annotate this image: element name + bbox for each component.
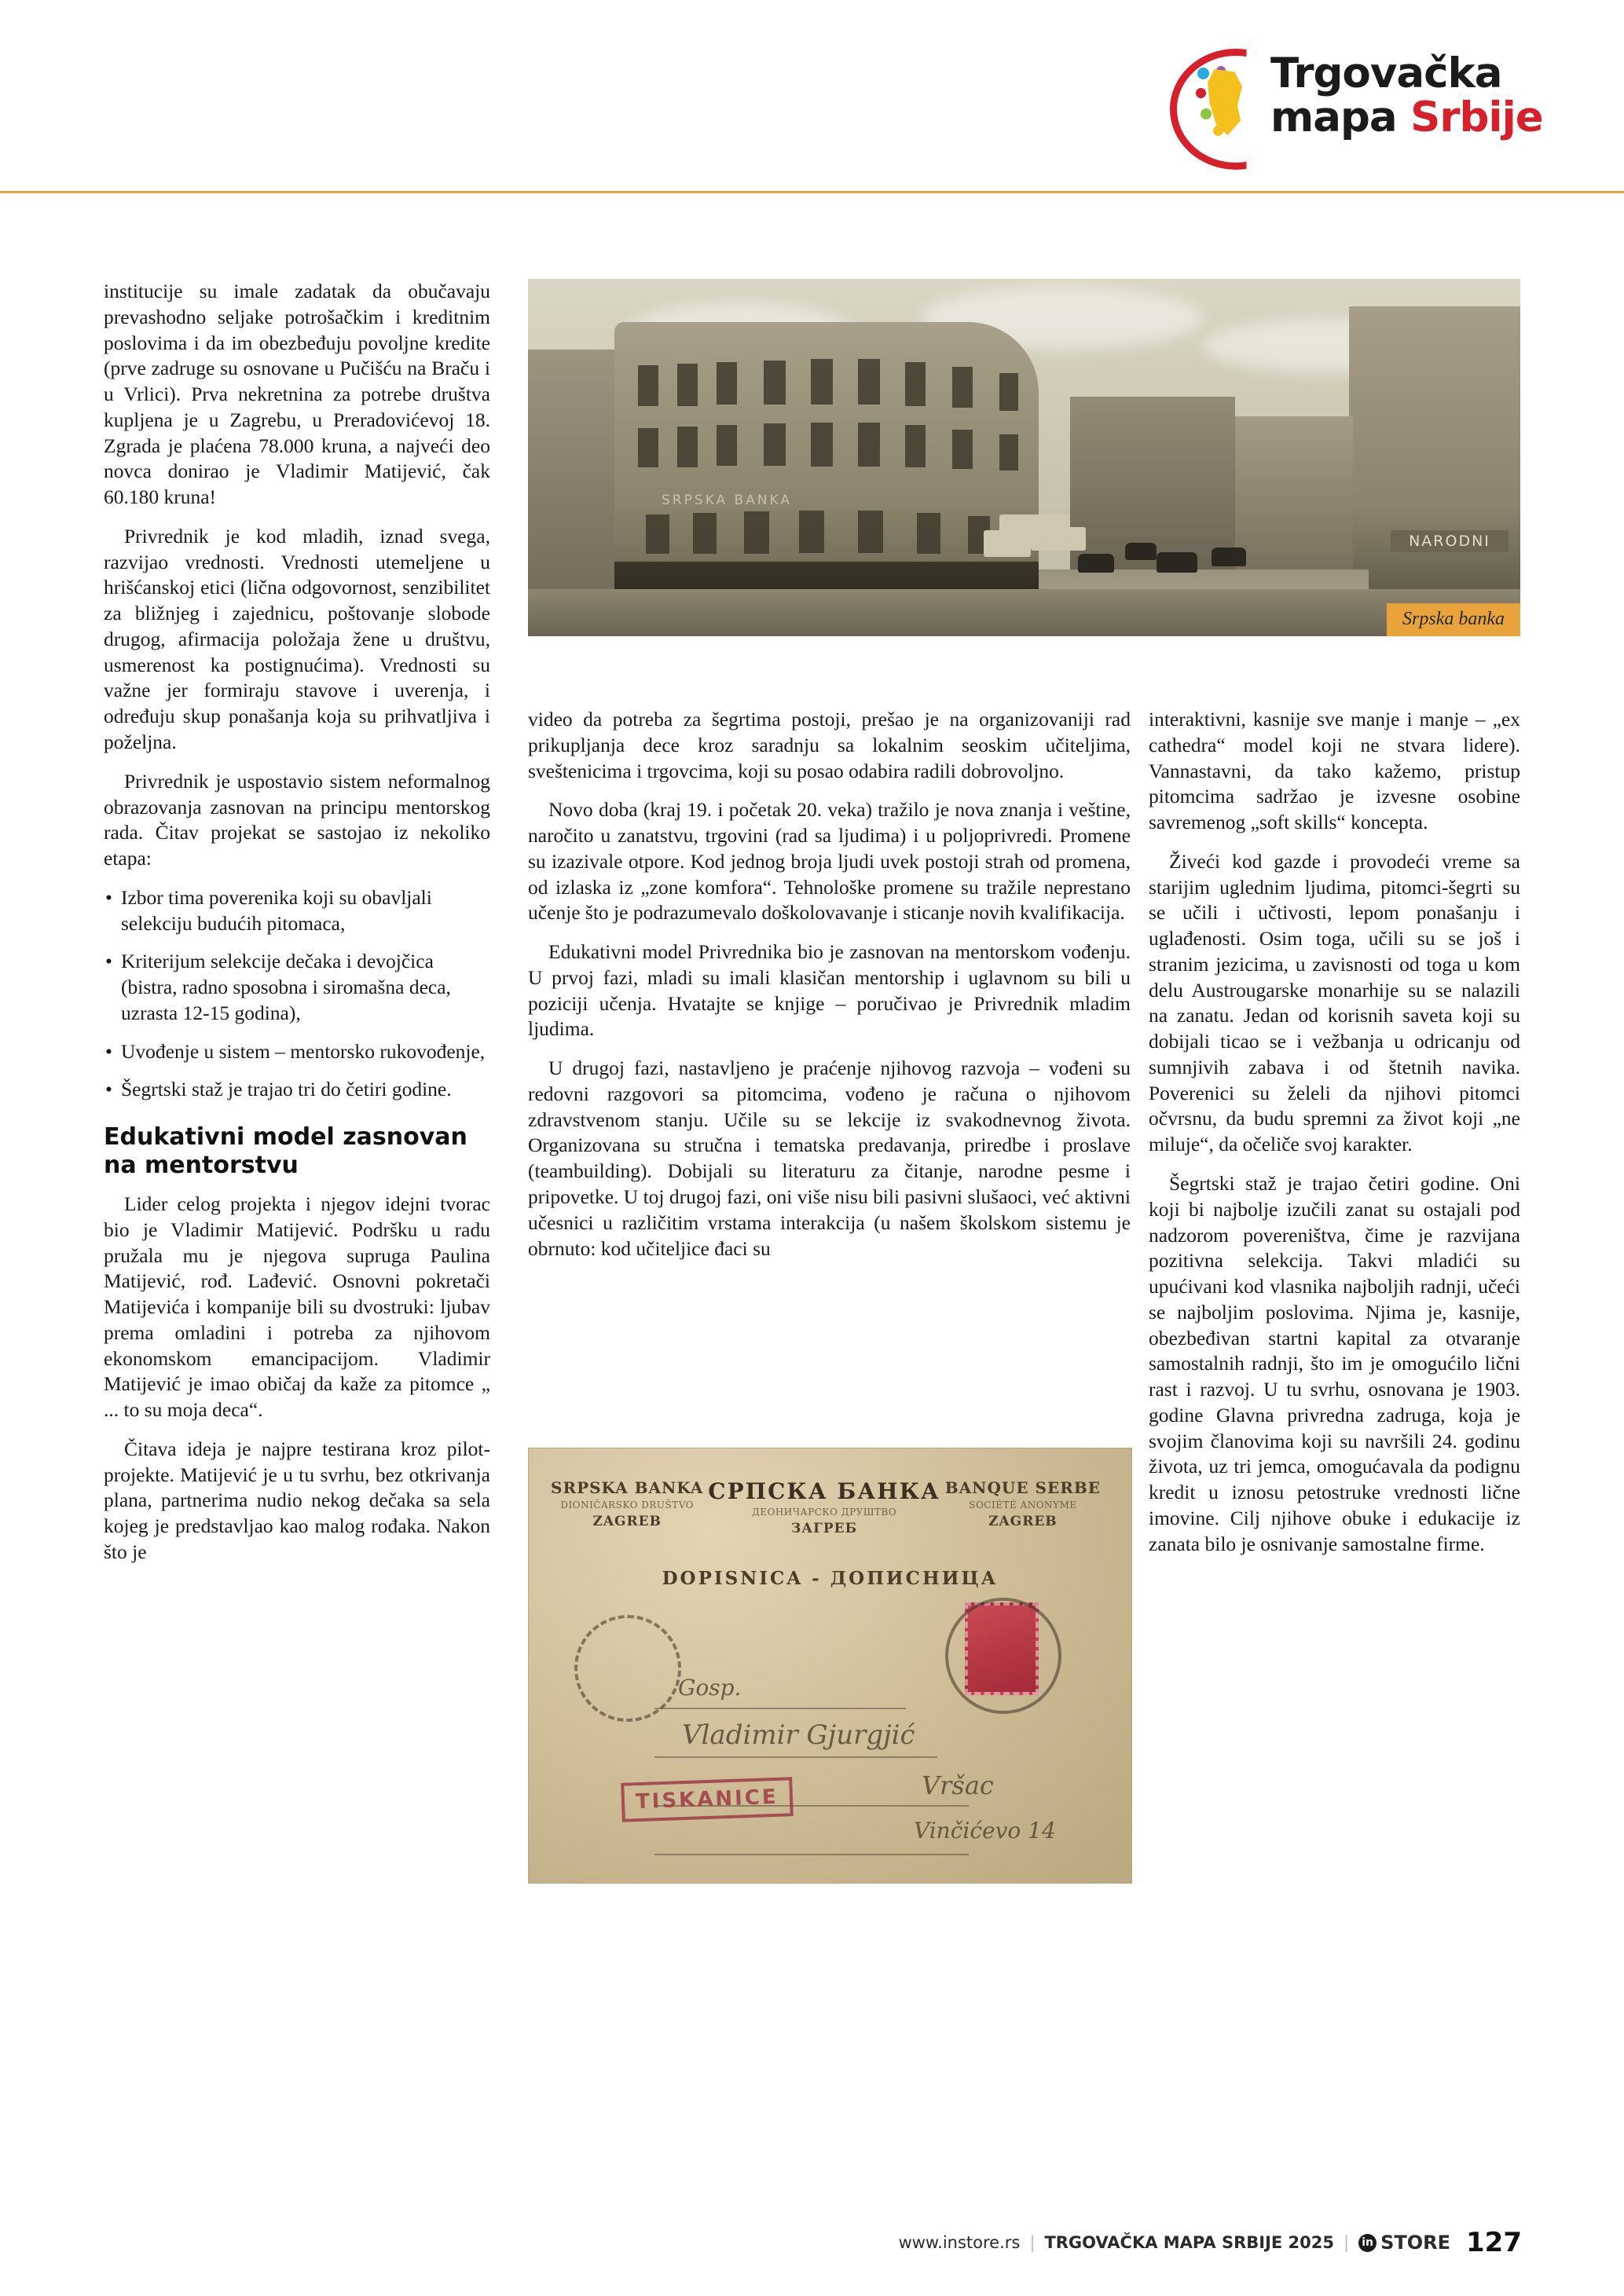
instore-mark-icon: in	[1358, 2234, 1377, 2252]
postcard-header-left	[551, 1478, 703, 1529]
postcard-dopisnica-label: DOPISNICA - ДОПИСНИЦА	[662, 1568, 999, 1589]
bullet-list	[104, 885, 490, 1103]
paragraph: Šegrtski staž je trajao četiri godine. Oni koji bi najbolje izučili zanat su ostajali pod nadzorom povereništva, čime je razvijana pozitivna selekcija. Takvi mladići su upućivani kod vlasnika najboljih radnji, učeći se najboljim poslovima. Njima je, kasnije, obezbeđivan startni kapital za otvaranje samostalnih radnji, što im je omogućilo lični rast i razvoj. U tu svrhu, osnovana je 1903. godine Glavna privredna zadruga, koja je svojim članovima koji su navršili 24. godinu života, uz tri jemca, omogućavala da podignu kredit u iznosu petostruke vrednosti lične imovine. Cilj njihove obuke i edukacije iz zanata bilo je osnivanje samostalne firme.	[1149, 1172, 1520, 1555]
postcard-photo	[528, 1448, 1132, 1884]
paragraph: U drugoj fazi, nastavljeno je praćenje njihovog razvoja – vođeni su redovni razgovori sa pitomcima, vođeno je računa o njihovom zdravstvenom stanju. Učile su se lekcije iz svakodnevnog života. Organizovana su stručna i tematska predavanja, priredbe i proslave (teambuilding). Dobijali su literaturu za čitanje, narodne pesme i pripovetke. U toj drugoj fazi, oni više nisu bili pasivni slušaoci, već aktivni učesnici u različitim vrstama interakcija (u našem školskom sistemu je obrnuto: kod učiteljice đaci su	[528, 1056, 1131, 1260]
postcard-tiskanice-stamp: TISKANICE	[621, 1777, 793, 1822]
postcard-center-city: ЗАГРЕБ	[791, 1521, 858, 1536]
postcard-handwriting-4: Vinčićevo 14	[914, 1818, 1056, 1844]
photo-caption: Srpska banka	[1387, 603, 1520, 636]
postcard-header-right	[945, 1478, 1101, 1529]
postcard-center-sub: ДЕОНИЧАРСКО ДРУШТВО	[751, 1507, 897, 1518]
paragraph: Edukativni model Privrednika bio je zasnovan na mentorskom vođenju. U prvoj fazi, mladi su imali klasičan mentorship i uglavnom su bili u poziciji učenja. Hvatajte se knjige – poručivao je Privrednik mladim ljudima.	[528, 940, 1131, 1041]
page-header	[0, 0, 1624, 196]
footer-separator-2: |	[1344, 2233, 1350, 2252]
logo-wordmark	[1270, 49, 1578, 141]
paragraph: video da potreba za šegrtima postoji, prešao je na organizovaniji rad prikupljanja dece kroz saradnju sa lokalnim seoskim učiteljima, sveštenicima i trgovcima, koji su posao odabira radili dobrovoljno.	[528, 708, 1131, 782]
paragraph: Živeći kod gazde i provodeći vreme sa starijim uglednim ljudima, pitomci-šegrti su se učili i učtivosti, lepom ponašanju i uglađenosti. Osim toga, učili su se još i stranim jezicima, u zavisnosti od toga u kom delu Austrougarske monarhije su se nalazili na zanatu. Jedan od korisnih saveta koji su dobijali ticao se i vežbanja u odricanju od sumnjivih zabava i od štetnih navika. Poverenici su želeli da njihovi pitomci očvrsnu, da budu spremni za život koji „ne miluje“, da očeliče svoj karakter.	[1149, 849, 1520, 1156]
logo-line-1: Trgovačka	[1270, 49, 1502, 97]
postcard-left-title: SRPSKA BANKA	[551, 1478, 704, 1497]
instore-logo	[1358, 2232, 1450, 2254]
list-item: • Šegrtski staž je trajao tri do četiri godine.	[104, 1077, 490, 1103]
postcard-right-title: BANQUE SERBE	[944, 1478, 1101, 1497]
postmark-circle	[945, 1598, 1061, 1714]
photo-shop-sign: NARODNI	[1391, 530, 1509, 552]
postcard-handwriting-2: Vladimir Gjurgjić	[682, 1719, 915, 1751]
photo-building-right-tall	[1349, 306, 1520, 636]
article-column-left	[104, 279, 490, 1579]
footer-website[interactable]: www.instore.rs	[898, 2233, 1021, 2252]
footer-content	[899, 2227, 1522, 2258]
postcard-handwriting-3: Vršac	[922, 1771, 994, 1800]
paragraph: Novo doba (kraj 19. i početak 20. veka) tražilo je nova znanja i veštine, naročito u zanatstvu, trgovini (rad sa ljudima) i u poljoprivredi. Promene su izazivale otpore. Kod jednog broja ljudi uvek postoji strah od promena, od izlaska iz „zone komfora“. Tehnološke promene su tražile neprestano učenje što je podrazumevalo doškolovavanje i sticanje novih kvalifikacija.	[528, 798, 1131, 925]
article-column-middle	[528, 707, 1131, 1275]
main-photo	[528, 279, 1520, 636]
postmark-circle-secondary	[574, 1615, 681, 1722]
page-number: 127	[1466, 2227, 1522, 2258]
footer-separator-1: |	[1029, 2233, 1036, 2252]
article-column-right	[1149, 707, 1520, 1571]
postcard-handwriting-1: Gosp.	[678, 1675, 742, 1701]
section-heading: Edukativni model zasnovan na mentorstvu	[104, 1123, 467, 1179]
paragraph: Čitava ideja je najpre testirana kroz pilot-projekte. Matijević je u tu svrhu, bez otkrivanja plana, partnerima nudio nekog dečaka sa sela kojeg je predstavljao kao malog rođaka. Nakon što je	[104, 1437, 490, 1563]
page-footer	[0, 2227, 1624, 2263]
list-item: • Uvođenje u sistem – mentorsko rukovođenje,	[104, 1039, 490, 1065]
postcard-center-title: СРПСКА БАНКА	[708, 1478, 940, 1504]
magazine-logo	[1170, 46, 1578, 163]
postcard-left-sub: DIONIČARSKO DRUŠTVO	[560, 1500, 695, 1511]
paragraph: Privrednik je uspostavio sistem neformalnog obrazovanja zasnovan na principu mentorskog rada. Čitav projekat se sastojao iz nekoliko etapa:	[104, 769, 490, 870]
postcard-header-center	[708, 1478, 940, 1536]
postcard-header	[551, 1478, 1101, 1536]
paragraph: Lider celog projekta i njegov idejni tvorac bio je Vladimir Matijević. Podršku u radu pružala mu je njegova supruga Paulina Matijević, rođ. Lađević. Osnovni pokretači Matijevića i kompanije bili su dvostruki: ljubav prema omladini i potreba za njihovom ekonomskom emancipacijom. Vladimir Matijević je imao običaj da kaže za pitomce „ ... to su moja deca“.	[104, 1192, 490, 1422]
logo-line-2	[1270, 93, 1578, 141]
logo-srbije-text: Srbije	[1410, 93, 1543, 141]
header-divider	[0, 191, 1624, 193]
logo-mapa-text: mapa	[1270, 93, 1411, 141]
list-item: • Izbor tima poverenika koji su obavljali selekciju budućih pitomaca,	[104, 885, 490, 937]
postcard-left-city: ZAGREB	[592, 1514, 662, 1529]
paragraph: Privrednik je kod mladih, iznad svega, razvijao vrednosti. Vrednosti utemeljene u hrišćanskoj etici (lična odgovornost, senzibilitet za bližnjeg i zajednicu, poštovanje slobode drugog, afirmacija položaja žene u društvu, usmerenost ka postignućima). Vrednosti su važne jer formiraju stavove i uverenja, i određuju skup ponašanja koja su prihvatljiva i poželjna.	[104, 524, 490, 754]
list-item: • Kriterijum selekcije dečaka i devojčica (bistra, radno sposobna i siromašna deca, uzrasta 12-15 godina),	[104, 949, 490, 1026]
photo-facade-sign: SRPSKA BANKA	[662, 493, 793, 508]
photo-foreground	[528, 589, 1520, 636]
postcard-right-city: ZAGREB	[988, 1514, 1058, 1529]
instore-wordmark: STORE	[1380, 2232, 1451, 2254]
paragraph: institucije su imale zadatak da obučavaju prevashodno seljake potrošačkim i kreditnim poslovima i da im obezbeđuju povoljne kredite (prve zadruge su osnovane u Pučišću na Braču i u Vrlici). Prva nekretnina za potrebe društva kupljena je u Zagrebu, u Preradovićevoj 18. Zgrada je plaćena 78.000 kruna, a najveći deo novca donirao je Vladimir Matijević, čak 60.180 kruna!	[104, 280, 490, 509]
footer-publication: TRGOVAČKA MAPA SRBIJE 2025	[1044, 2233, 1334, 2252]
paragraph: interaktivni, kasnije sve manje i manje – „ex cathedra“ model koji ne stvara lidere). Vannastavni, da tako kažemo, pristup pitomcima sadržao je izvesne osobine savremenog „soft skills“ koncepta.	[1149, 708, 1520, 834]
postcard-right-sub: SOCIÉTÉ ANONYME	[969, 1500, 1077, 1511]
